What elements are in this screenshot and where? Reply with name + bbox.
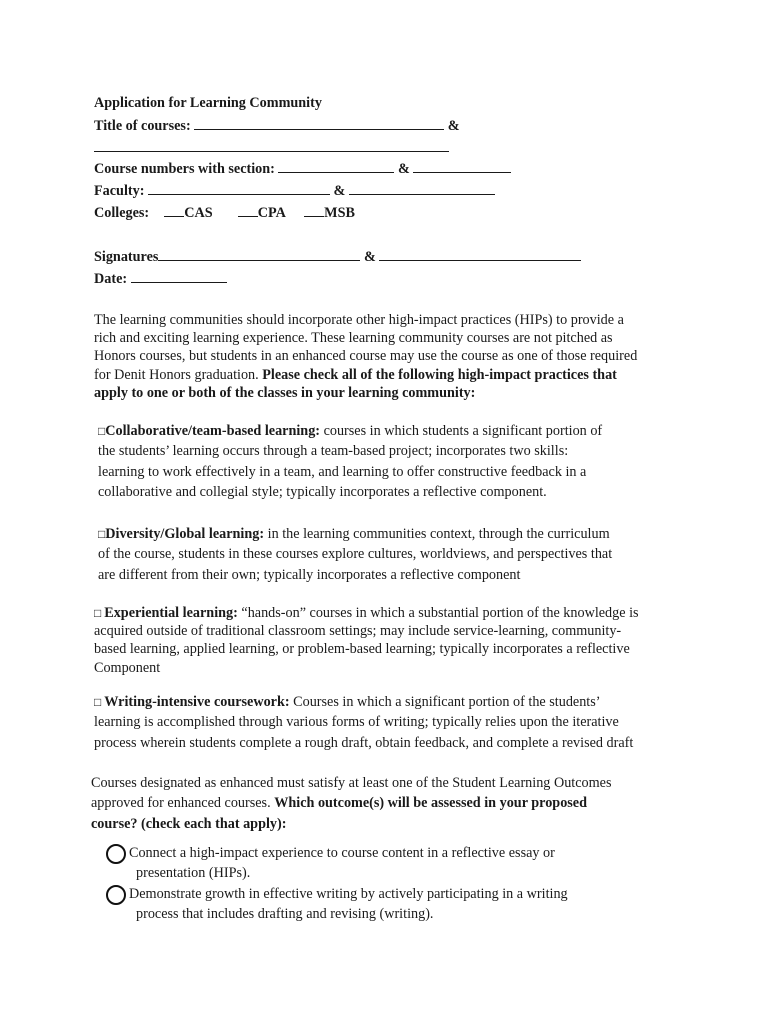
ampersand: & (363, 249, 376, 265)
college-cas-blank[interactable] (164, 204, 184, 217)
colleges-row (94, 204, 355, 222)
hip-title: Experiential learning: (104, 605, 238, 621)
signature-blank-1[interactable] (158, 248, 360, 261)
colleges-label: Colleges: (94, 205, 150, 221)
outcome-writing-radio[interactable] (106, 885, 126, 905)
ampersand: & (447, 118, 460, 134)
college-msb: MSB (324, 205, 355, 221)
ampersand: & (333, 183, 346, 199)
form-title: Application for Learning Community (94, 95, 322, 111)
signature-blank-2[interactable] (379, 248, 581, 261)
signatures-row (94, 248, 581, 266)
outcome-label: Demonstrate growth in effective writing by actively participating in a writing (129, 886, 568, 902)
outcome-hips (129, 843, 555, 884)
intro-paragraph (94, 311, 637, 402)
college-cpa: CPA (257, 205, 286, 221)
outcome-label-cont: process that includes drafting and revising (writing). (136, 906, 434, 923)
course-number-blank-1[interactable] (278, 160, 394, 173)
hip-diversity: □Diversity/Global learning: in the learning communities context, through the curriculum of the course, students in these courses explore cultures, worldviews, and perspectives that are different from their own; typically incorporates a reflective component (98, 526, 613, 583)
hip-writing-intensive: □ Writing-intensive coursework: Courses in which a significant portion of the students’ learning is accomplished through various forms of writing; typically relies upon the iterative process wherein students complete a rough draft, obtain feedback, and complete a revised draft (94, 694, 634, 751)
course-number-blank-2[interactable] (413, 160, 511, 173)
hip-title: Diversity/Global learning: (105, 526, 265, 542)
intro-line: for Denit Honors graduation. Please check all of the following high-impact practices that (94, 366, 617, 383)
title-of-courses-label: Title of courses: (94, 118, 191, 134)
faculty-row (94, 182, 495, 200)
intro-line: The learning communities should incorporate other high-impact practices (HIPs) to provide a (94, 312, 624, 328)
title-of-courses-row (94, 117, 460, 135)
college-msb-blank[interactable] (304, 204, 324, 217)
intro-line: rich and exciting learning experience. These learning community courses are not pitched as (94, 330, 613, 347)
hip-experiential: □ Experiential learning: “hands-on” courses in which a substantial portion of the knowledge is acquired outside of traditional classroom settings; may include service-learning, community- based learning, applied learning, or problem-based learning; typically incorporates a reflective Component (94, 605, 639, 676)
checkbox-collaborative[interactable]: □ (98, 424, 106, 438)
title-of-courses-blank-2[interactable] (94, 139, 449, 152)
college-cas: CAS (184, 205, 213, 221)
hip-collaborative: □Collaborative/team-based learning: courses in which students a significant portion of the students’ learning occurs through a team-based project; incorporates two skills: learning to work effectively in a team, and learning to offer constructive feedback in a collaborative and collegial style; typically incorporates a reflective component. (98, 423, 603, 501)
signatures-label: Signatures (94, 249, 159, 265)
title-of-courses-row-2 (94, 139, 449, 157)
intro-instruction: Please check all of the following high-impact practices that (262, 366, 617, 383)
checkbox-writing-intensive[interactable]: □ (94, 695, 105, 709)
outcomes-question-cont: course? (check each that apply): (91, 815, 287, 832)
outcomes-question: Which outcome(s) will be assessed in your proposed (274, 795, 587, 812)
outcomes-paragraph: Courses designated as enhanced must satisfy at least one of the Student Learning Outcomes approved for enhanced courses. Which outcome(s) will be assessed in your proposed course? (check each that apply): (91, 773, 611, 834)
college-cpa-blank[interactable] (238, 204, 258, 217)
date-blank[interactable] (131, 270, 227, 283)
title-of-courses-blank-1[interactable] (194, 117, 444, 130)
faculty-label: Faculty: (94, 183, 145, 199)
course-numbers-label: Course numbers with section: (94, 161, 275, 177)
outcome-label: Connect a high-impact experience to course content in a reflective essay or (129, 845, 555, 861)
date-row (94, 270, 227, 288)
checkbox-experiential[interactable]: □ (94, 606, 105, 620)
intro-instruction-cont: apply to one or both of the classes in your learning community: (94, 384, 476, 401)
hip-title: Writing-intensive coursework: (104, 694, 290, 710)
course-numbers-row (94, 160, 511, 178)
faculty-blank-2[interactable] (349, 182, 495, 195)
faculty-blank-1[interactable] (148, 182, 330, 195)
checkbox-diversity[interactable]: □ (98, 527, 106, 541)
ampersand: & (397, 161, 410, 177)
outcome-hips-radio[interactable] (106, 844, 126, 864)
intro-line: Honors courses, but students in an enhanced course may use the course as one of those required (94, 348, 638, 365)
date-label: Date: (94, 271, 128, 287)
outcome-writing (129, 884, 568, 925)
hip-title: Collaborative/team-based learning: (105, 423, 321, 439)
outcome-label-cont: presentation (HIPs). (136, 865, 251, 882)
